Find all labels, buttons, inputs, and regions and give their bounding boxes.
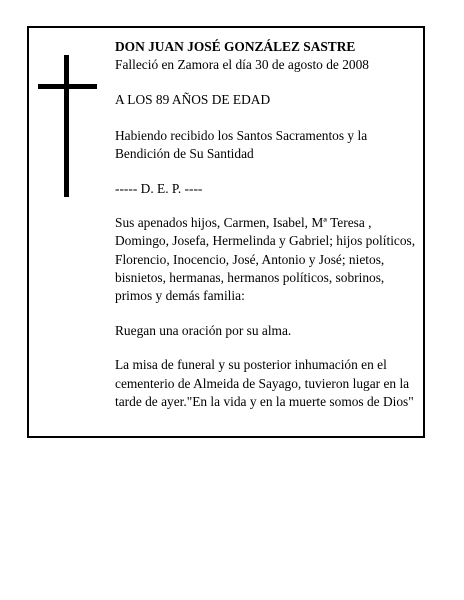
family-line-1: Sus apenados hijos, Carmen, Isabel, Mª Teresa ,	[115, 215, 372, 231]
funeral-line-2: cementerio de Almeida de Sayago, tuvieron lugar en la	[115, 375, 410, 391]
rip-line: ----- D. E. P. ----	[115, 181, 203, 197]
deceased-name: DON JUAN JOSÉ GONZÁLEZ SASTRE	[115, 39, 356, 54]
family-line-2: Domingo, Josefa, Hermelinda y Gabriel; hijos políticos,	[115, 233, 416, 249]
sacraments-line-1: Habiendo recibido los Santos Sacramentos y la	[115, 127, 368, 143]
family-line-3: Florencio, Inocencio, José, Antonio y José; nietos,	[115, 251, 385, 267]
family-line-4: bisnietos, hermanas, hermanos políticos, sobrinos,	[115, 269, 385, 285]
sacraments-line-2: Bendición de Su Santidad	[115, 145, 254, 161]
age-line: A LOS 89 AÑOS DE EDAD	[115, 92, 271, 108]
notice-text	[115, 38, 420, 411]
death-details: Falleció en Zamora el día 30 de agosto de 2008	[115, 57, 369, 73]
prayer-line: Ruegan una oración por su alma.	[115, 323, 292, 339]
cross-icon-horizontal-bar	[38, 84, 97, 89]
cross-icon-vertical-bar	[64, 55, 69, 197]
family-line-5: primos y demás familia:	[115, 288, 245, 304]
funeral-line-1: La misa de funeral y su posterior inhumación en el	[115, 357, 387, 373]
funeral-line-3: tarde de ayer."En la vida y en la muerte somos de Dios"	[115, 393, 414, 409]
